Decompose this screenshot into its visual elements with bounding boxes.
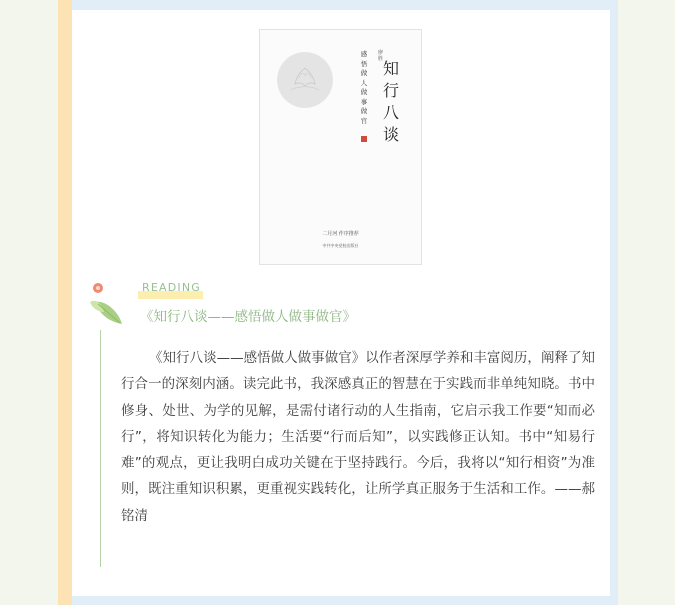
review-paragraph: 《知行八谈——感悟做人做事做官》以作者深厚学养和丰富阅历，阐释了知行合一的深刻内涵。读完此书，我深感真正的智慧在于实践而非单纯知晓。书中修身、处世、为学的见解，是需付诸行动的人生指南，它启示我工作要“知而必行”，将知识转化为能力；生活要“行而后知”，以实践修正认知。书中“知易行难”的观点，更让我明白成功关键在于坚持践行。今后，我将以“知行相资”为准则，既注重知识积累，更重视实践转化，让所学真正服务于生活和工作。——郝铭清 — [121, 350, 595, 524]
lotus-illustration-icon — [277, 52, 333, 108]
book-author: 廖胜 — [378, 50, 384, 62]
book-cover-image — [259, 29, 422, 265]
book-recommend-line: 二月河 作序推荐 — [322, 231, 359, 237]
left-decorative-stripe — [58, 0, 72, 605]
book-cover-subtitle: 感悟做人做事做官 — [360, 50, 368, 125]
book-cover-title: 知行八谈 — [382, 59, 399, 144]
red-seal-icon — [361, 136, 367, 142]
book-title-heading: 《知行八谈——感悟做人做事做官》 — [140, 309, 356, 325]
reading-label: READING — [142, 281, 201, 294]
book-publisher: 中共中央党校出版社 — [322, 243, 359, 248]
quote-vertical-line — [100, 330, 101, 567]
flower-leaf-icon — [86, 282, 126, 328]
